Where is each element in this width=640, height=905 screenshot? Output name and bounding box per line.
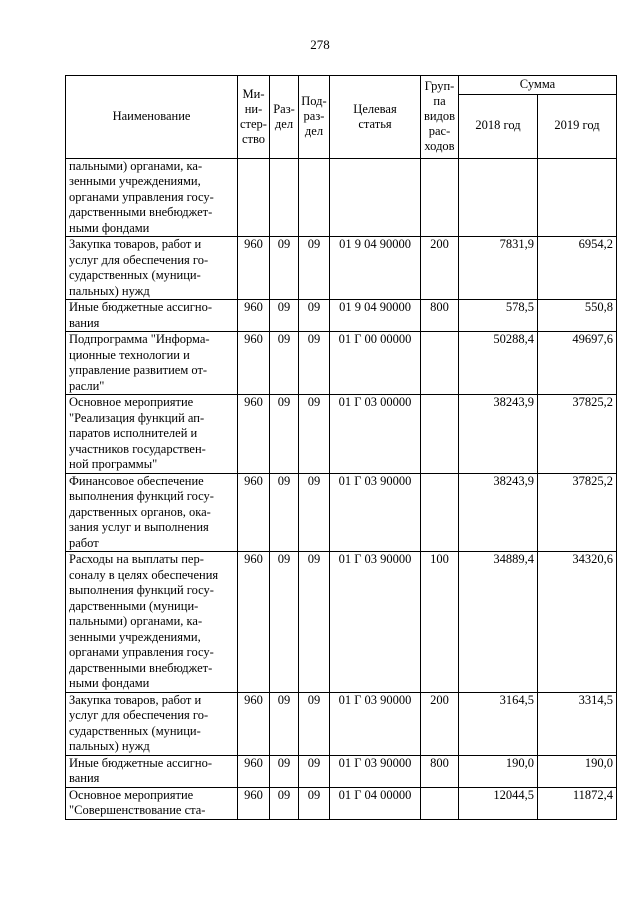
budget-table xyxy=(65,75,617,820)
cell-subsection xyxy=(299,158,330,237)
cell-group: 800 xyxy=(421,755,459,787)
cell-name: Расходы на выплаты пер- соналу в целях обеспечения выполнения функций госу- дарственными (муници- пальными) органами, ка- зенными учреждениями, органами управления госу- дарственными внебюджет- ными фондами xyxy=(66,552,238,693)
page-number: 278 xyxy=(310,37,330,52)
cell-2018: 12044,5 xyxy=(459,787,538,819)
table-row xyxy=(66,787,617,819)
cell-group xyxy=(421,787,459,819)
cell-ministry: 960 xyxy=(238,552,270,693)
header-subsection: Под- раз- дел xyxy=(299,76,330,159)
cell-2019: 49697,6 xyxy=(538,332,617,395)
cell-2019 xyxy=(538,158,617,237)
cell-group xyxy=(421,158,459,237)
cell-2019: 37825,2 xyxy=(538,473,617,552)
cell-2019: 11872,4 xyxy=(538,787,617,819)
cell-ministry: 960 xyxy=(238,787,270,819)
cell-ministry xyxy=(238,158,270,237)
cell-2019: 190,0 xyxy=(538,755,617,787)
cell-subsection: 09 xyxy=(299,552,330,693)
table-row xyxy=(66,158,617,237)
cell-name: Закупка товаров, работ и услуг для обеспечения го- сударственных (муници- пальных) нужд xyxy=(66,692,238,755)
cell-2019: 6954,2 xyxy=(538,237,617,300)
cell-target: 01 Г 03 90000 xyxy=(330,552,421,693)
cell-2018: 190,0 xyxy=(459,755,538,787)
cell-target: 01 Г 03 90000 xyxy=(330,755,421,787)
table-row xyxy=(66,473,617,552)
cell-target: 01 Г 03 90000 xyxy=(330,473,421,552)
cell-group xyxy=(421,395,459,474)
cell-2019: 37825,2 xyxy=(538,395,617,474)
cell-target: 01 9 04 90000 xyxy=(330,237,421,300)
cell-target xyxy=(330,158,421,237)
table-row xyxy=(66,237,617,300)
cell-section: 09 xyxy=(270,237,299,300)
cell-group xyxy=(421,473,459,552)
cell-subsection: 09 xyxy=(299,300,330,332)
cell-subsection: 09 xyxy=(299,395,330,474)
cell-ministry: 960 xyxy=(238,300,270,332)
cell-subsection: 09 xyxy=(299,692,330,755)
cell-2019: 34320,6 xyxy=(538,552,617,693)
cell-2018: 50288,4 xyxy=(459,332,538,395)
header-2019: 2019 год xyxy=(538,94,617,158)
header-ministry: Ми- ни- стер- ство xyxy=(238,76,270,159)
cell-2018: 38243,9 xyxy=(459,395,538,474)
header-2018: 2018 год xyxy=(459,94,538,158)
cell-2018: 578,5 xyxy=(459,300,538,332)
cell-name: Основное мероприятие "Совершенствование ста- xyxy=(66,787,238,819)
cell-subsection: 09 xyxy=(299,237,330,300)
cell-name: Иные бюджетные ассигно- вания xyxy=(66,300,238,332)
cell-2018: 34889,4 xyxy=(459,552,538,693)
cell-ministry: 960 xyxy=(238,395,270,474)
table-row xyxy=(66,755,617,787)
header-sum: Сумма xyxy=(459,76,617,95)
cell-section: 09 xyxy=(270,755,299,787)
cell-name: пальными) органами, ка- зенными учреждениями, органами управления госу- дарственными внебюджет- ными фондами xyxy=(66,158,238,237)
cell-2018 xyxy=(459,158,538,237)
cell-section: 09 xyxy=(270,332,299,395)
cell-2018: 7831,9 xyxy=(459,237,538,300)
header-group: Груп- па видов рас- ходов xyxy=(421,76,459,159)
cell-2019: 3314,5 xyxy=(538,692,617,755)
cell-target: 01 Г 00 00000 xyxy=(330,332,421,395)
header-section: Раз- дел xyxy=(270,76,299,159)
cell-name: Основное мероприятие "Реализация функций ап- паратов исполнителей и участников государствен- ной программы" xyxy=(66,395,238,474)
cell-subsection: 09 xyxy=(299,787,330,819)
cell-section: 09 xyxy=(270,395,299,474)
cell-target: 01 Г 03 00000 xyxy=(330,395,421,474)
cell-name: Финансовое обеспечение выполнения функций госу- дарственных органов, ока- зания услуг и выполнения работ xyxy=(66,473,238,552)
cell-2019: 550,8 xyxy=(538,300,617,332)
cell-target: 01 Г 04 00000 xyxy=(330,787,421,819)
table-row xyxy=(66,395,617,474)
cell-name: Закупка товаров, работ и услуг для обеспечения го- сударственных (муници- пальных) нужд xyxy=(66,237,238,300)
header-name: Наименование xyxy=(66,76,238,159)
cell-subsection: 09 xyxy=(299,755,330,787)
cell-group: 100 xyxy=(421,552,459,693)
cell-section: 09 xyxy=(270,552,299,693)
cell-name: Подпрограмма "Информа- ционные технологии и управление развитием от- расли" xyxy=(66,332,238,395)
cell-target: 01 Г 03 90000 xyxy=(330,692,421,755)
cell-ministry: 960 xyxy=(238,237,270,300)
table-row xyxy=(66,332,617,395)
table-row xyxy=(66,692,617,755)
cell-section: 09 xyxy=(270,300,299,332)
cell-ministry: 960 xyxy=(238,473,270,552)
header-target: Целевая статья xyxy=(330,76,421,159)
cell-subsection: 09 xyxy=(299,332,330,395)
cell-group: 200 xyxy=(421,237,459,300)
cell-ministry: 960 xyxy=(238,332,270,395)
cell-group xyxy=(421,332,459,395)
cell-section: 09 xyxy=(270,692,299,755)
cell-section: 09 xyxy=(270,473,299,552)
cell-group: 800 xyxy=(421,300,459,332)
cell-2018: 3164,5 xyxy=(459,692,538,755)
table-row xyxy=(66,552,617,693)
cell-name: Иные бюджетные ассигно- вания xyxy=(66,755,238,787)
cell-ministry: 960 xyxy=(238,692,270,755)
cell-subsection: 09 xyxy=(299,473,330,552)
cell-group: 200 xyxy=(421,692,459,755)
cell-section: 09 xyxy=(270,787,299,819)
cell-target: 01 9 04 90000 xyxy=(330,300,421,332)
cell-section xyxy=(270,158,299,237)
cell-2018: 38243,9 xyxy=(459,473,538,552)
cell-ministry: 960 xyxy=(238,755,270,787)
table-row xyxy=(66,300,617,332)
